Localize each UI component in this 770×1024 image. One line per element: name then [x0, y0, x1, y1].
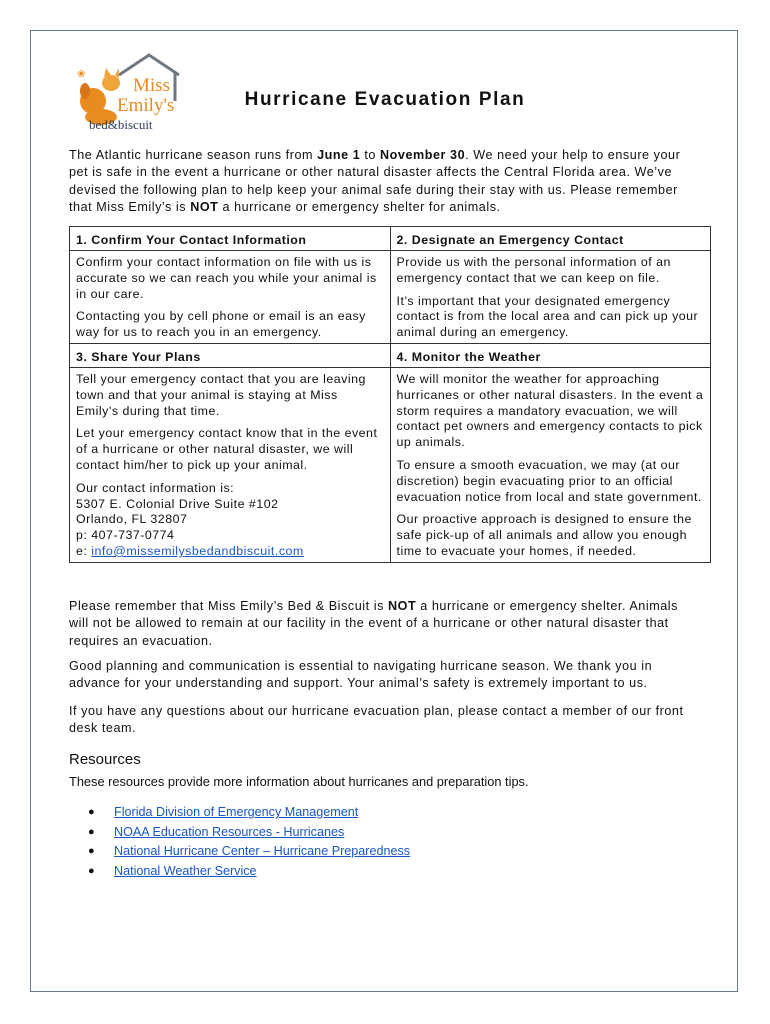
bullet-icon: ● — [88, 806, 95, 818]
section-2-p1: Provide us with the personal information of an emergency contact that we can keep on file. — [396, 255, 671, 285]
section-2-heading: 2. Designate an Emergency Contact — [390, 227, 711, 251]
closing-paragraph-2: Good planning and communication is essential to navigating hurricane season. We thank you in advance for your understanding and support. Your animal’s safety is extremely important to us. — [69, 659, 653, 691]
contact-info — [76, 481, 384, 560]
logo-name-line2: Emily's — [117, 95, 175, 116]
logo-roof — [119, 55, 179, 75]
resource-link-florida-dem[interactable]: Florida Division of Emergency Management — [114, 805, 359, 819]
email-link[interactable]: info@missemilysbedandbiscuit.com — [91, 543, 304, 558]
section-4-p2: To ensure a smooth evacuation, we may (at our discretion) begin evacuating prior to an official evacuation notice from local and state government. — [396, 457, 702, 504]
section-1-heading: 1. Confirm Your Contact Information — [70, 227, 391, 251]
section-4-heading: 4. Monitor the Weather — [390, 343, 711, 367]
page-title: Hurricane Evacuation Plan — [244, 89, 526, 110]
document-page — [30, 30, 738, 992]
resource-item — [69, 823, 410, 843]
closing-paragraph-3: If you have any questions about our hurricane evacuation plan, please contact a member of our front desk team. — [69, 704, 684, 736]
section-1-body — [70, 251, 391, 344]
resources-heading: Resources — [69, 751, 141, 768]
bullet-icon: ● — [88, 864, 95, 877]
resources-list — [69, 803, 410, 881]
section-3-heading: 3. Share Your Plans — [70, 343, 391, 367]
closing-paragraph-1: Please remember that Miss Emily’s Bed & Biscuit is NOT a hurricane or emergency shelter. Animals will not be allowed to remain at our facility in the event of a hurricane or other natural disaster that requires an evacuation. — [69, 599, 678, 648]
section-1-p1: Confirm your contact information on file with us is accurate so we can reach you while your animal is in our care. — [76, 255, 377, 301]
section-3-p1: Tell your emergency contact that you are leaving town and that your animal is staying at Miss Emily’s during that time. — [76, 371, 366, 418]
resource-link-nhc[interactable]: National Hurricane Center – Hurricane Preparedness — [114, 844, 411, 858]
resources-subtitle: These resources provide more information about hurricanes and preparation tips. — [69, 774, 529, 789]
phone-number: p: 407-737-0774 — [76, 528, 175, 543]
address-line-2: Orlando, FL 32807 — [76, 512, 188, 527]
contact-intro: Our contact information is: — [76, 480, 235, 495]
logo-name-line1: Miss — [133, 75, 170, 96]
plan-table — [69, 226, 711, 563]
bullet-icon: ● — [88, 825, 95, 838]
section-1-p2: Contacting you by cell phone or email is an easy way for us to reach you in an emergency. — [76, 309, 366, 340]
intro-paragraph: The Atlantic hurricane season runs from June 1 to November 30. We need your help to ensure your pet is safe in the event a hurricane or other natural disaster affects the Central Florida area. We’ve devised the following plan to help keep your animal safe during their stay with us. Please remember that Miss Emily’s is NOT a hurricane or emergency shelter for animals. — [69, 148, 681, 215]
resource-link-nws[interactable]: National Weather Service — [114, 863, 257, 878]
resource-item — [69, 803, 410, 823]
section-3-body — [70, 367, 391, 562]
address-line-1: 5307 E. Colonial Drive Suite #102 — [76, 496, 279, 511]
resource-link-noaa[interactable]: NOAA Education Resources - Hurricanes — [114, 824, 345, 839]
svg-text:❀: ❀ — [77, 69, 86, 80]
section-2-p2: It’s important that your designated emergency contact is from the local area and can pick up your animal during an emergency. — [396, 293, 699, 340]
logo-tagline: bed&biscuit — [89, 117, 153, 132]
section-4-p3: Our proactive approach is designed to ensure the safe pick-up of all animals and allow you enough time to evacuate your homes, if needed. — [396, 512, 692, 558]
section-4-body — [390, 367, 711, 562]
resource-item — [69, 842, 410, 862]
section-4-p1: We will monitor the weather for approaching hurricanes or other natural disasters. In the event a storm requires a mandatory evacuation, we will contact pet owners and emergency contacts to pick up animals. — [396, 371, 704, 450]
email-prefix: e: — [76, 543, 92, 558]
bullet-icon: ● — [88, 845, 95, 857]
section-3-p2: Let your emergency contact know that in the event of a hurricane or other natural disaster, we will contact him/her to pick up your animal. — [76, 426, 378, 472]
section-2-body — [390, 251, 711, 344]
resource-item — [69, 862, 410, 882]
